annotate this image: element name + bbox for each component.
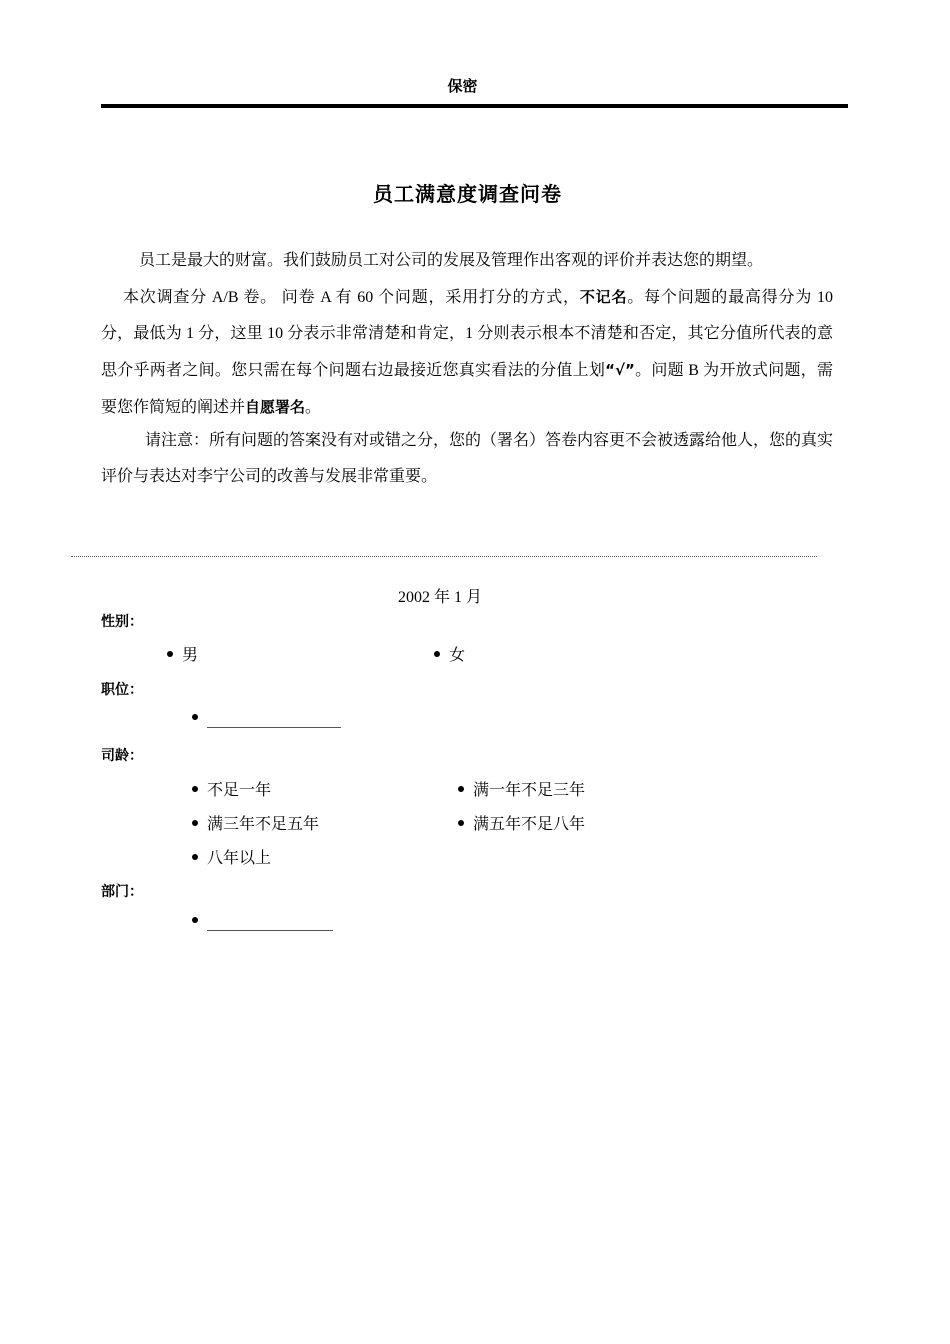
survey-date: 2002 年 1 月 — [397, 589, 482, 606]
department-label: 部门： — [101, 884, 143, 900]
section-divider — [71, 556, 817, 557]
intro-paragraph-1 — [101, 243, 833, 279]
intro-p2-text-a: 本次调查分 A/B 卷。 问卷 A 有 60 个问题，采用打分的方式， — [123, 289, 580, 306]
position-blank-field[interactable] — [207, 711, 341, 728]
intro-p3-text: 请注意：所有问题的答案没有对或错之分，您的（署名）答卷内容更不会被透露给他人，您的真实评价与表达对李宁公司的改善与发展非常重要。 — [101, 432, 834, 485]
voluntary-signature-emphasis: 自愿署名 — [245, 398, 306, 416]
option-label: 八年以上 — [207, 850, 272, 867]
department-entry — [192, 913, 333, 931]
gender-option-female[interactable] — [434, 642, 465, 665]
tenure-option-2[interactable] — [458, 777, 585, 800]
option-label: 满三年不足五年 — [207, 816, 320, 833]
tenure-option-1[interactable] — [192, 777, 271, 800]
anonymous-emphasis: 不记名 — [579, 288, 628, 306]
bullet-icon — [167, 651, 173, 657]
intro-p2-text-b: 。每个问题的最高得分为 10 分，最低为 1 分，这里 10 分表示非常清楚和肯定，1 分则表示根本不清楚和否定，其它分值所代表的意思介乎两者之间。您只需在每个问题右边最接近您真实看法的分值上划 — [101, 289, 833, 379]
option-label: 满五年不足八年 — [473, 816, 586, 833]
bullet-icon — [192, 854, 198, 860]
position-label: 职位： — [101, 682, 143, 698]
tenure-option-5[interactable] — [192, 845, 271, 868]
tenure-option-4[interactable] — [458, 811, 585, 834]
tenure-option-3[interactable] — [192, 811, 319, 834]
position-entry — [192, 710, 341, 728]
bullet-icon — [192, 917, 198, 923]
option-label: 满一年不足三年 — [473, 782, 586, 799]
intro-paragraph-2 — [101, 279, 833, 426]
gender-option-male[interactable] — [167, 642, 198, 665]
department-blank-field[interactable] — [207, 914, 333, 931]
document-title: 员工满意度调查问卷 — [373, 182, 562, 206]
option-label: 男 — [182, 647, 199, 664]
option-label: 不足一年 — [207, 782, 272, 799]
bullet-icon — [192, 820, 198, 826]
check-mark-emphasis: “√” — [605, 361, 635, 379]
gender-label: 性别： — [101, 614, 143, 630]
tenure-label: 司龄： — [101, 748, 143, 764]
intro-paragraph-3 — [101, 423, 833, 495]
confidential-label: 保密 — [447, 77, 478, 95]
intro-p2-text-c: 。问题 B 为开放式问题，需要您作简短的阐述并 — [101, 362, 833, 416]
intro-p2-text-d: 。 — [305, 399, 322, 416]
bullet-icon — [458, 786, 464, 792]
intro-p1-text: 员工是最大的财富。我们鼓励员工对公司的发展及管理作出客观的评价并表达您的期望。 — [139, 252, 764, 269]
header-rule — [101, 104, 848, 108]
option-label: 女 — [449, 647, 466, 664]
bullet-icon — [458, 820, 464, 826]
bullet-icon — [192, 714, 198, 720]
bullet-icon — [192, 786, 198, 792]
bullet-icon — [434, 651, 440, 657]
